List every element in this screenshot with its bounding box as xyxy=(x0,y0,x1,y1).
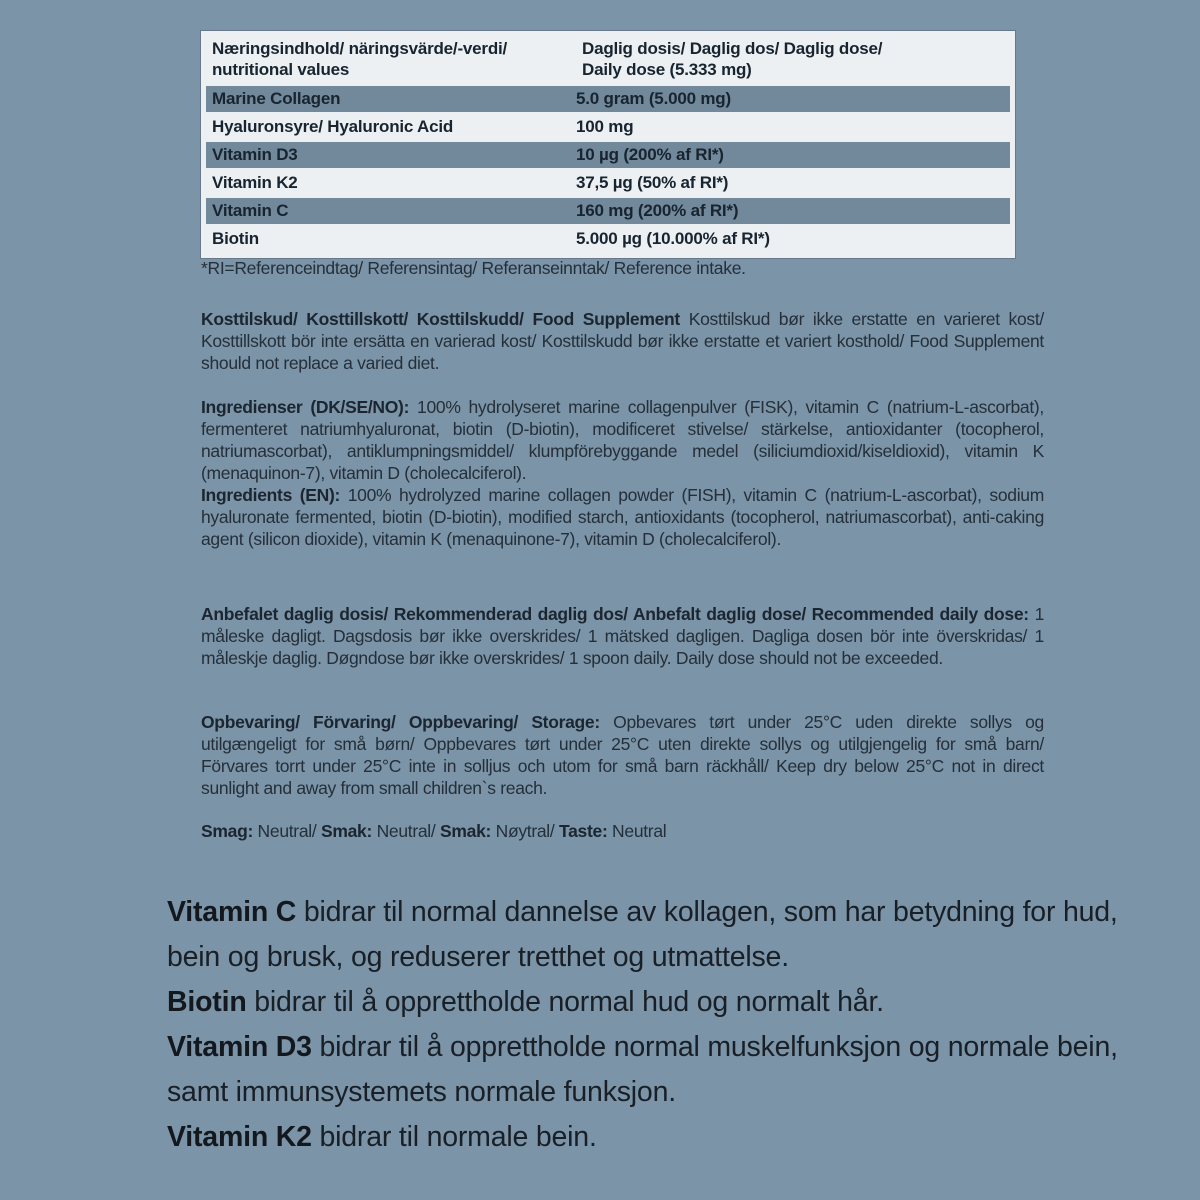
table-row xyxy=(206,86,1010,112)
claim-vitamin-c xyxy=(167,890,1127,980)
nutrient-name: Vitamin D3 xyxy=(212,145,298,164)
ri-footnote: *RI=Referenceindtag/ Referensintag/ Referanseinntak/ Reference intake. xyxy=(201,258,746,278)
claim-biotin xyxy=(167,980,1127,1025)
header-col1-line2: nutritional values xyxy=(212,60,350,79)
claim-vitamin-k2 xyxy=(167,1115,1127,1160)
nutrient-name: Vitamin C xyxy=(212,201,289,220)
table-row xyxy=(206,142,1010,168)
taste-value-se: Neutral/ xyxy=(372,821,441,841)
ingredients-en-lead: Ingredients (EN): xyxy=(201,485,341,505)
claim-vitamin-k2-text: bidrar til normale bein. xyxy=(311,1121,597,1153)
nutrient-value: 5.0 gram (5.000 mg) xyxy=(576,89,731,108)
nutrient-value: 37,5 µg (50% af RI*) xyxy=(576,173,729,192)
taste-value-en: Neutral xyxy=(607,821,667,841)
dosage-body: 1 måleske dagligt. Dagsdosis bør ikke overskrides/ 1 mätsked dagligen. Dagliga dosen bör inte överskridas/ 1 måleskje daglig. Døgndose bør ikke overskrides/ 1 spoon daily. Daily dose should not be exceeded. xyxy=(201,604,1044,668)
header-col2-line1: Daglig dosis/ Daglig dos/ Daglig dose/ xyxy=(582,39,883,58)
table-row xyxy=(206,226,1010,252)
table-row xyxy=(206,170,1010,196)
storage-lead: Opbevaring/ Förvaring/ Oppbevaring/ Storage: xyxy=(201,712,600,732)
taste-value-dk: Neutral/ xyxy=(252,821,321,841)
nutrient-name: Marine Collagen xyxy=(212,89,341,108)
ingredients-dk xyxy=(201,396,1044,484)
header-col1-line1: Næringsindhold/ näringsvärde/-verdi/ xyxy=(212,39,508,58)
ingredients-en-body: 100% hydrolyzed marine collagen powder (FISH), vitamin C (natrium-L-ascorbat), sodium hyaluronate fermented, biotin (D-biotin), modified starch, antioxidants (tocopherol, natriumascorbat), anti-caking agent (silicon dioxide), vitamin K (menaquinone-7), vitamin D (cholecalciferol). xyxy=(201,485,1045,549)
table-row xyxy=(206,114,1010,140)
ingredients-en xyxy=(201,484,1044,550)
taste-label-se: Smak: xyxy=(320,821,373,841)
ingredients-paragraph xyxy=(201,396,1044,550)
dosage-lead: Anbefalet daglig dosis/ Rekommenderad daglig dos/ Anbefalt daglig dose/ Recommended daily dose: xyxy=(201,604,1029,624)
header-col2-line2: Daily dose (5.333 mg) xyxy=(582,60,752,79)
claim-vitamin-d3 xyxy=(167,1025,1127,1115)
nutrient-value: 160 mg (200% af RI*) xyxy=(576,201,739,220)
taste-label-en: Taste: xyxy=(559,821,608,841)
header-daily-dose xyxy=(582,38,1004,80)
health-claims xyxy=(167,890,1127,1160)
table-row xyxy=(206,198,1010,224)
claim-vitamin-c-lead: Vitamin C xyxy=(167,896,297,928)
ingredients-dk-body: 100% hydrolyseret marine collagenpulver (FISK), vitamin C (natrium-L-ascorbat), fermenteret natriumhyaluronat, biotin (D-biotin), modificeret stivelse/ stärkelse, antioxidanter (tocopherol, natriumascorbat), antiklumpningsmiddel/ klumpförebyggande medel (siliciumdioxid/kiseldioxid), vitamin K (menaquinon-7), vitamin D (cholecalciferol). xyxy=(201,397,1044,483)
nutrition-table xyxy=(200,30,1016,259)
storage-body: Opbevares tørt under 25°C uden direkte sollys og utilgængeligt for små børn/ Oppbevares tørt under 25°C uten direkte sollys og utilgjengelig for små barn/ Förvares torrt under 25°C inte in solljus och utom for små barn räckhåll/ Keep dry below 25°C not in direct sunlight and away from small children`s reach. xyxy=(201,712,1044,798)
dosage-paragraph xyxy=(201,603,1044,669)
nutrient-name: Biotin xyxy=(212,229,259,248)
claim-biotin-text: bidrar til å opprettholde normal hud og normalt hår. xyxy=(246,986,884,1018)
supplement-lead: Kosttilskud/ Kosttillskott/ Kosttilskudd/ Food Supplement xyxy=(201,309,680,329)
claim-vitamin-d3-lead: Vitamin D3 xyxy=(167,1031,312,1063)
nutrient-value: 5.000 µg (10.000% af RI*) xyxy=(576,229,770,248)
supplement-paragraph xyxy=(201,308,1044,374)
taste-line xyxy=(201,820,1044,842)
header-nutritional-values xyxy=(212,38,582,80)
claim-vitamin-k2-lead: Vitamin K2 xyxy=(167,1121,312,1153)
nutrition-table-rows xyxy=(206,86,1010,258)
nutrient-value: 100 mg xyxy=(576,117,634,136)
storage-paragraph xyxy=(201,711,1044,799)
nutrition-table-header xyxy=(206,31,1010,86)
ingredients-dk-lead: Ingredienser (DK/SE/NO): xyxy=(201,397,410,417)
taste-value-no: Nøytral/ xyxy=(491,821,560,841)
nutrient-name: Vitamin K2 xyxy=(212,173,298,192)
taste-label-no: Smak: xyxy=(440,821,492,841)
claim-vitamin-d3-text: bidrar til å opprettholde normal muskelfunksjon og normale bein, samt immunsystemets normale funksjon. xyxy=(167,1031,1118,1108)
claim-biotin-lead: Biotin xyxy=(167,986,247,1018)
supplement-body: Kosttilskud bør ikke erstatte en varieret kost/ Kosttillskott bör inte ersätta en varierad kost/ Kosttilskudd bør ikke erstatte et variert kosthold/ Food Supplement should not replace a varied diet. xyxy=(201,309,1044,373)
nutrient-value: 10 µg (200% af RI*) xyxy=(576,145,724,164)
taste-label-dk: Smag: xyxy=(201,821,253,841)
nutrient-name: Hyaluronsyre/ Hyaluronic Acid xyxy=(212,117,454,136)
claim-vitamin-c-text: bidrar til normal dannelse av kollagen, som har betydning for hud, bein og brusk, og reduserer tretthet og utmattelse. xyxy=(167,896,1118,973)
